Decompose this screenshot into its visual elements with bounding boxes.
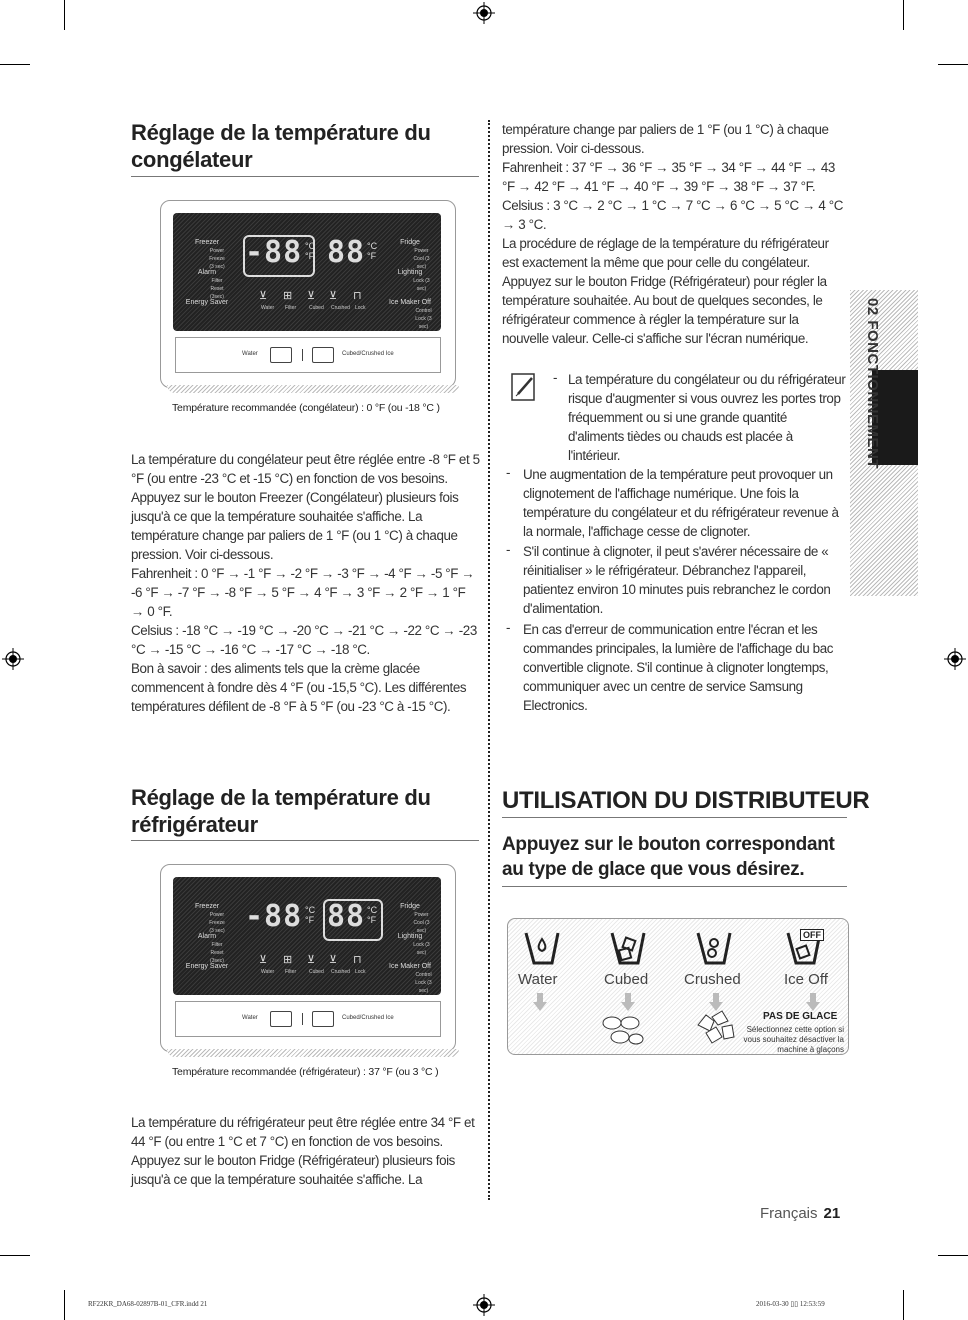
crushed-icon: ⊻ [329, 290, 338, 302]
alarm-label: Alarm Filter Reset (3sec) [197, 933, 224, 964]
cubed-icon: ⊻ [307, 290, 316, 302]
fridge-control-panel-illustration [160, 864, 456, 1052]
water-button-label: Water [242, 1015, 258, 1021]
fridge-label: Fridge Power Cool (3 sec) [400, 903, 430, 934]
button-separator [302, 1013, 303, 1025]
side-tab-label: 02 FONCTIONNEMENT [864, 298, 881, 470]
page-footer [760, 1205, 840, 1222]
caption-freezer: Température recommandée (congélateur) : 0 °F (ou -18 °C ) [172, 402, 440, 414]
registration-mark-bottom [473, 1294, 495, 1316]
icemaker-label: Ice Maker Off Control Lock (3 sec) [389, 963, 432, 994]
note-3: S'il continue à clignoter, il peut s'avérer nécessaire de « réinitialiser » le réfrigérateur. Débranchez l'appareil, patientez environ 10 minutes puis rebranchez le cordon d'alimentation. [523, 544, 831, 616]
registration-mark-right [944, 648, 966, 670]
water-button-label: Water [242, 351, 258, 357]
lcd-display [173, 213, 441, 331]
section-rule [131, 840, 479, 841]
section-title-fridge: Réglage de la température du réfrigérateur [131, 785, 431, 837]
paragraph: Bon à savoir : des aliments tels que la crème glacée commencent à fondre dès 4 °F (ou -15,5 °C). Les différentes températures défilent de -8 °F à 5 °F (ou -23 °C à -15 °C). [131, 661, 467, 714]
icon-label-filter: Filter [285, 305, 297, 311]
caption-fridge: Température recommandée (réfrigérateur) : 37 °F (ou 3 °C ) [172, 1066, 439, 1078]
crushed-icon: ⊻ [329, 954, 338, 966]
paragraph: La température du réfrigérateur peut être réglée entre 34 °F et 44 °F (ou entre 1 °C et 7 °C) en fonction de vos besoins. Appuyez sur le bouton Fridge (Réfrigérateur) plusieurs fois jusqu'à ce que la température souhaitée s'affiche. La [131, 1115, 475, 1187]
lighting-label: Lighting Lock (3 sec) [397, 933, 430, 956]
section-rule [131, 176, 479, 177]
arrow-down-icon [533, 993, 547, 1011]
icon-label-water: Water [261, 305, 275, 311]
freezer-label: Freezer Power Freeze (3 sec) [194, 239, 225, 270]
registration-mark-top [473, 2, 495, 24]
ice-button[interactable] [312, 347, 334, 363]
crushed-label: Crushed [684, 971, 741, 988]
lighting-label: Lighting Lock (3 sec) [397, 269, 430, 292]
paragraph: Celsius : 3 °C → 2 °C → 1 °C → 7 °C → 6 °C → 5 °C → 4 °C → 3 °C. [502, 198, 844, 232]
chapter-side-tab [850, 290, 918, 596]
section-rule [502, 886, 847, 887]
water-cup-icon [522, 927, 562, 967]
off-badge: OFF [800, 929, 824, 941]
energy-saver-label: Energy Saver [185, 299, 229, 306]
button-separator [302, 349, 303, 361]
freezer-body [131, 450, 481, 716]
panel-shadow [167, 1049, 459, 1057]
note-1: La température du congélateur ou du réfrigérateur risque d'augmenter si vous ouvrez les portes trop fréquemment ou si une grande quantité d'aliments tièdes ou chauds est placée à l'intérieur. [568, 372, 846, 463]
alarm-label: Alarm Filter Reset (3sec) [197, 269, 224, 300]
water-icon: ⊻ [259, 290, 268, 302]
cubed-cup-icon [608, 927, 648, 967]
dispenser-button-bar [175, 337, 441, 373]
freezer-unit: °C °F [305, 905, 316, 925]
energy-saver-label: Energy Saver [185, 963, 229, 970]
print-slug-left: RF22KR_DA68-02897B-01_CFR.indd 21 [88, 1300, 208, 1308]
water-label: Water [518, 971, 558, 988]
note-4: En cas d'erreur de communication entre l'écran et les commandes principales, la lumière de l'affichage du bac convertible clignote. S'il continue à clignoter longtemps, communiquer avec un centre de service Samsung Electronics. [523, 622, 834, 713]
footer-language: Français [760, 1205, 818, 1222]
fridge-digits: 88 [327, 899, 366, 934]
fridge-body [131, 1113, 481, 1189]
ice-button-label: Cubed/Crushed Ice [342, 351, 394, 357]
paragraph: Fahrenheit : 0 °F → -1 °F → -2 °F → -3 °F → -4 °F → -5 °F → -6 °F → -7 °F → -8 °F → 5 °F → 4 °F → 3 °F → 2 °F → 1 °F → 0 °F. [131, 566, 475, 619]
icon-label-lock: Lock [355, 305, 366, 311]
dispenser-section-title: UTILISATION DU DISTRIBUTEUR [502, 787, 870, 814]
no-ice-text: Sélectionnez cette option si vous souhaitez désactiver la machine à glaçons [743, 1025, 844, 1054]
paragraph: Fahrenheit : 37 °F → 36 °F → 35 °F → 34 °F → 44 °F → 43 °F → 42 °F → 41 °F → 40 °F → 39 °F → 38 °F → 37 °F. [502, 160, 835, 194]
lock-icon: ⊓ [353, 290, 362, 302]
icon-label-crushed: Crushed [331, 969, 350, 975]
note-pencil-icon [510, 372, 538, 402]
crushed-cup-icon [694, 927, 734, 967]
dispenser-subtitle: Appuyez sur le bouton correspondant au type de glace que vous désirez. [502, 834, 835, 880]
page-number: 21 [823, 1205, 841, 1222]
paragraph: La température du congélateur peut être réglée entre -8 °F et 5 °F (ou entre -23 °C et -15 °C) en fonction de vos besoins. Appuyez sur le bouton Freezer (Congélateur) plusieurs fois jusqu'à ce que la température souhaitée s'affiche. La température change par paliers de 1 °F (ou 1 °C) à chaque pression. Voir ci-dessous. [131, 452, 480, 562]
note-dash: - [506, 465, 511, 480]
note-dash: - [506, 542, 511, 557]
cubed-icon: ⊻ [307, 954, 316, 966]
fridge-unit: °C °F [367, 241, 378, 261]
filter-icon: ⊞ [283, 954, 293, 966]
paragraph: La procédure de réglage de la température du réfrigérateur est exactement la même que pour celle du congélateur. Appuyez sur le bouton Fridge (Réfrigérateur) pour régler la température souhaitée. Au bout de quelques secondes, le réfrigérateur commence à régler la température sur la nouvelle valeur. Celle-ci s'affiche sur l'écran numérique. [502, 236, 829, 346]
water-button[interactable] [270, 347, 292, 363]
section-title-freezer: Réglage de la température du congélateur [131, 120, 431, 172]
lock-icon: ⊓ [353, 954, 362, 966]
ice-button-label: Cubed/Crushed Ice [342, 1015, 394, 1021]
filter-icon: ⊞ [283, 290, 293, 302]
icon-label-cubed: Cubed [309, 969, 324, 975]
arrow-down-icon [806, 993, 820, 1011]
icon-label-filter: Filter [285, 969, 297, 975]
icon-label-water: Water [261, 969, 275, 975]
lcd-display [173, 877, 441, 995]
fridge-unit: °C °F [367, 905, 378, 925]
note-dash: - [506, 620, 511, 635]
paragraph: Celsius : -18 °C → -19 °C → -20 °C → -21 °C → -22 °C → -23 °C → -15 °C → -16 °C → -17 °C → -18 °C. [131, 623, 477, 657]
ice-off-label: Ice Off [784, 971, 828, 988]
no-ice-title: PAS DE GLACE [763, 1011, 838, 1022]
icon-label-crushed: Crushed [331, 305, 350, 311]
water-icon: ⊻ [259, 954, 268, 966]
fridge-label: Fridge Power Cool (3 sec) [400, 239, 430, 270]
ice-cubes-icon [600, 1013, 644, 1049]
freezer-unit: °C °F [305, 241, 316, 261]
column-divider [488, 120, 490, 1200]
paragraph: température change par paliers de 1 °F (ou 1 °C) à chaque pression. Voir ci-dessous. [502, 122, 829, 156]
water-button[interactable] [270, 1011, 292, 1027]
ice-button[interactable] [312, 1011, 334, 1027]
print-slug-right: 2016-03-30 ▯▯ 12:53:59 [756, 1300, 825, 1308]
icon-label-lock: Lock [355, 969, 366, 975]
cubed-label: Cubed [604, 971, 649, 988]
note-2: Une augmentation de la température peut provoquer un clignotement de l'affichage numérique. Une fois la température du congélateur et du réfrigérateur revenue à la normale, l'affichage cesse de clignoter. [523, 467, 839, 539]
icemaker-label: Ice Maker Off Control Lock (3 sec) [389, 299, 432, 330]
dispenser-panel-illustration [507, 918, 849, 1055]
registration-mark-left [2, 648, 24, 670]
fridge-body-continued [502, 120, 848, 348]
dispenser-button-bar [175, 1001, 441, 1037]
freezer-digits: -88 [245, 235, 303, 270]
section-rule [502, 817, 847, 818]
panel-shadow [167, 385, 459, 393]
icon-label-cubed: Cubed [309, 305, 324, 311]
freezer-label: Freezer Power Freeze (3 sec) [194, 903, 225, 934]
fridge-digits: 88 [327, 235, 366, 270]
freezer-control-panel-illustration [160, 200, 456, 388]
freezer-digits: -88 [245, 899, 303, 934]
arrow-down-icon [621, 993, 635, 1011]
note-dash: - [553, 370, 558, 385]
